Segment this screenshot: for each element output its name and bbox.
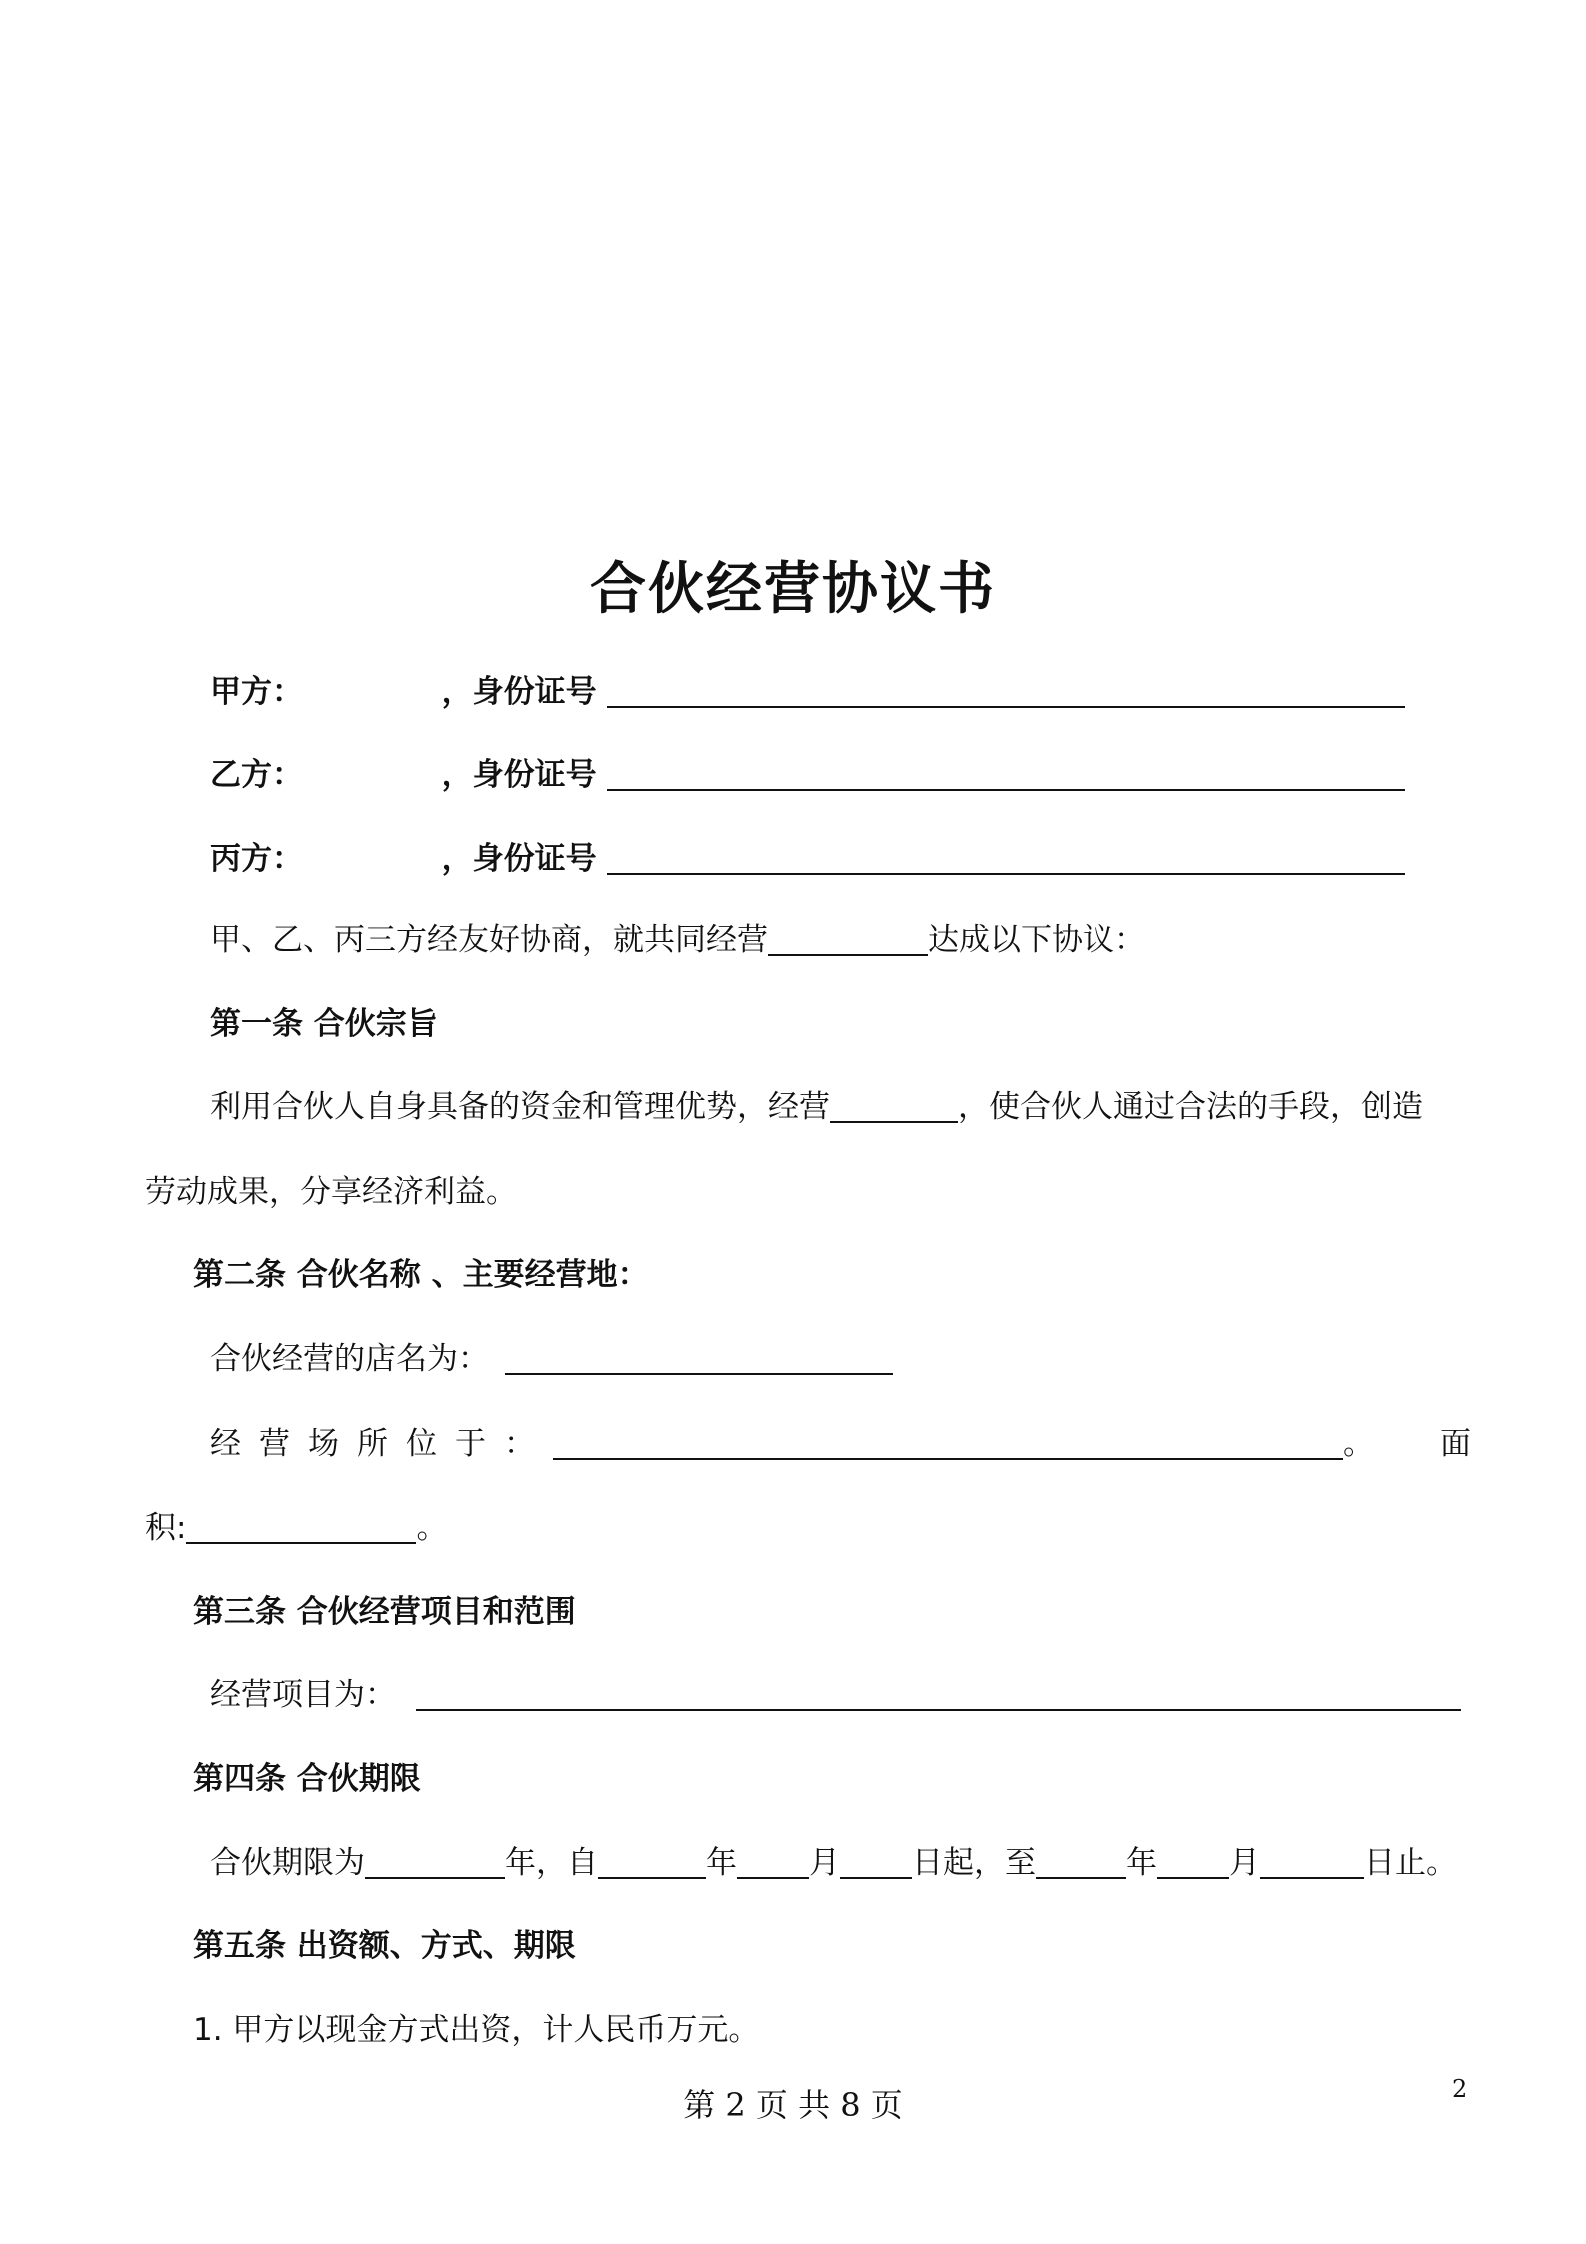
area-word: 面 <box>1440 1426 1471 1462</box>
project-row <box>210 1673 1461 1717</box>
party-c-id-label: ，身份证号 <box>441 841 597 877</box>
end-month-blank[interactable] <box>1157 1845 1229 1879</box>
party-a-label: 甲方： <box>210 674 303 710</box>
party-b-row <box>210 753 1405 797</box>
area-row <box>145 1506 447 1550</box>
term-text-7: 月 <box>1229 1845 1260 1881</box>
party-c-id-blank[interactable] <box>607 841 1405 875</box>
party-b-label: 乙方： <box>210 757 303 793</box>
shop-name-label: 合伙经营的店名为： <box>210 1341 489 1377</box>
party-b-id-label: ，身份证号 <box>441 757 597 793</box>
location-end: 。 <box>1343 1426 1392 1462</box>
intro-after: 达成以下协议： <box>928 922 1145 958</box>
area-label: 积: <box>145 1510 187 1546</box>
article1-text-c: 劳动成果，分享经济利益。 <box>145 1174 517 1210</box>
location-row <box>210 1422 1392 1466</box>
article1-text-a: 利用合伙人自身具备的资金和管理优势，经营 <box>210 1089 830 1125</box>
article1-heading: 第一条 合伙宗旨 <box>210 1006 438 1042</box>
term-text-3: 年 <box>706 1845 737 1881</box>
area-end: 。 <box>416 1510 448 1546</box>
term-text-2: 年，自 <box>505 1845 598 1881</box>
term-years-blank[interactable] <box>365 1845 505 1879</box>
shop-name-blank[interactable] <box>505 1341 893 1375</box>
article1-text-b: ，使合伙人通过合法的手段，创造 <box>958 1089 1423 1125</box>
term-text-5: 日起，至 <box>912 1845 1036 1881</box>
term-text-6: 年 <box>1126 1845 1157 1881</box>
page-footer: 第 2 页 共 8 页 <box>683 2086 903 2124</box>
party-a-id-blank[interactable] <box>607 674 1405 708</box>
term-text-4: 月 <box>809 1845 840 1881</box>
article2-heading: 第二条 合伙名称 、主要经营地： <box>193 1257 649 1293</box>
document-title: 合伙经营协议书 <box>590 557 996 622</box>
party-a-id-label: ，身份证号 <box>441 674 597 710</box>
start-year-blank[interactable] <box>598 1845 706 1879</box>
page-number: 2 <box>1452 2075 1468 2103</box>
term-text-8: 日止。 <box>1364 1845 1457 1881</box>
location-label: 经营场所位于： <box>210 1426 553 1462</box>
start-day-blank[interactable] <box>840 1845 912 1879</box>
term-text-1: 合伙期限为 <box>210 1845 365 1881</box>
end-day-blank[interactable] <box>1260 1845 1364 1879</box>
term-row <box>210 1841 1457 1885</box>
end-year-blank[interactable] <box>1036 1845 1126 1879</box>
article5-heading: 第五条 出资额、方式、期限 <box>193 1928 576 1964</box>
article1-text <box>210 1085 1423 1129</box>
party-c-label: 丙方： <box>210 841 303 877</box>
party-b-id-blank[interactable] <box>607 757 1405 791</box>
intro-before: 甲、乙、丙三方经友好协商，就共同经营 <box>210 922 768 958</box>
party-a-row <box>210 670 1405 714</box>
location-blank[interactable] <box>553 1426 1343 1460</box>
intro-paragraph <box>210 918 1145 962</box>
article5-item1: 1. 甲方以现金方式出资，计人民币万元。 <box>193 2012 760 2048</box>
project-blank[interactable] <box>416 1677 1461 1711</box>
shop-name-row <box>210 1337 893 1381</box>
article3-heading: 第三条 合伙经营项目和范围 <box>193 1594 576 1630</box>
party-c-row <box>210 837 1405 881</box>
project-label: 经营项目为： <box>210 1677 396 1713</box>
intro-business-blank[interactable] <box>768 922 928 956</box>
article4-heading: 第四条 合伙期限 <box>193 1761 421 1797</box>
area-blank[interactable] <box>186 1510 416 1544</box>
start-month-blank[interactable] <box>737 1845 809 1879</box>
article1-business-blank[interactable] <box>830 1089 958 1123</box>
